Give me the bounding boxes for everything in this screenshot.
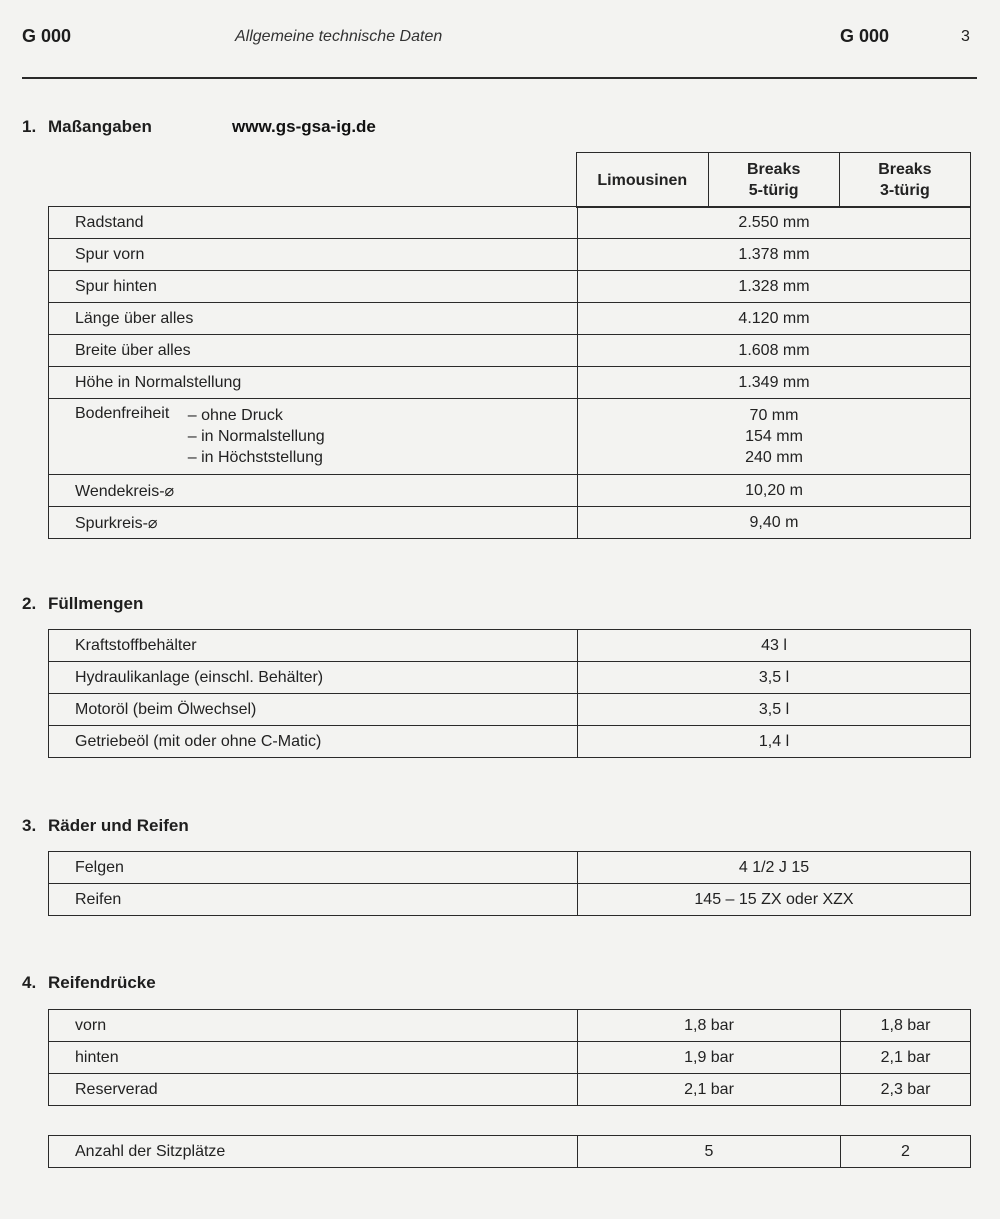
section-1-heading xyxy=(22,117,152,137)
section-2-heading: 2. Füllmengen xyxy=(22,594,144,613)
table-row-ground-clearance xyxy=(49,399,971,475)
dimensions-column-header xyxy=(576,152,971,208)
table-row xyxy=(49,207,971,239)
table-row xyxy=(49,1042,971,1074)
row-label: Anzahl der Sitzplätze xyxy=(49,1136,578,1168)
header-left-code: G 000 xyxy=(22,26,72,46)
page-number: 3 xyxy=(961,28,970,45)
column-breaks-3: Breaks 3-türig xyxy=(839,153,970,208)
row-value: 1.378 mm xyxy=(578,239,971,271)
row-value: 1.349 mm xyxy=(578,367,971,399)
page-title: Allgemeine technische Daten xyxy=(235,28,443,45)
row-value-3door: 1,8 bar xyxy=(841,1010,971,1042)
row-value: 145 – 15 ZX oder XZX xyxy=(578,884,971,916)
row-value-3door: 2,3 bar xyxy=(841,1074,971,1106)
seats-table xyxy=(48,1135,971,1168)
section-4-heading: 4. Reifendrücke xyxy=(22,973,156,992)
table-row xyxy=(49,507,971,539)
row-value-limousine-5door: 2,1 bar xyxy=(578,1074,841,1106)
header-divider xyxy=(22,77,977,79)
row-label: Hydraulikanlage (einschl. Behälter) xyxy=(49,662,578,694)
section-3-heading: 3. Räder und Reifen xyxy=(22,816,189,835)
table-row xyxy=(49,367,971,399)
row-label: Motoröl (beim Ölwechsel) xyxy=(49,694,578,726)
dimensions-table xyxy=(48,206,971,539)
table-row xyxy=(49,726,971,758)
table-row xyxy=(49,662,971,694)
wheels-tyres-table xyxy=(48,851,971,916)
row-value: 4.120 mm xyxy=(578,303,971,335)
ground-clearance-sublabels: – ohne Druck – in Normalstellung – in Höchststellung xyxy=(187,407,325,466)
table-row xyxy=(49,1074,971,1106)
row-value: 10,20 m xyxy=(578,475,971,507)
table-row xyxy=(49,694,971,726)
tyre-pressure-table xyxy=(48,1009,971,1106)
row-label: Spur vorn xyxy=(49,239,578,271)
row-label: Länge über alles xyxy=(49,303,578,335)
website-link[interactable]: www.gs-gsa-ig.de xyxy=(232,117,376,136)
table-row xyxy=(49,1136,971,1168)
section-1-number: 1. xyxy=(22,117,37,136)
row-label: Getriebeöl (mit oder ohne C-Matic) xyxy=(49,726,578,758)
row-label: Wendekreis-⌀ xyxy=(49,475,578,507)
table-row xyxy=(49,884,971,916)
row-label xyxy=(49,399,578,475)
header-right-code: G 000 xyxy=(840,26,890,46)
row-label: Spurkreis-⌀ xyxy=(49,507,578,539)
row-label: Höhe in Normalstellung xyxy=(49,367,578,399)
row-label: Felgen xyxy=(49,852,578,884)
row-value: 1.328 mm xyxy=(578,271,971,303)
row-label: Breite über alles xyxy=(49,335,578,367)
row-value: 9,40 m xyxy=(578,507,971,539)
row-value-limousine-5door: 1,8 bar xyxy=(578,1010,841,1042)
table-row xyxy=(49,630,971,662)
row-value: 3,5 l xyxy=(578,662,971,694)
row-value: 4 1/2 J 15 xyxy=(578,852,971,884)
row-value: 2.550 mm xyxy=(578,207,971,239)
capacities-table xyxy=(48,629,971,758)
column-limousinen: Limousinen xyxy=(577,153,709,208)
row-label: Spur hinten xyxy=(49,271,578,303)
row-value: 1,4 l xyxy=(578,726,971,758)
row-value-limousine-5door: 1,9 bar xyxy=(578,1042,841,1074)
ground-clearance-label: Bodenfreiheit xyxy=(75,405,170,422)
row-label: Radstand xyxy=(49,207,578,239)
row-value: 70 mm 154 mm 240 mm xyxy=(578,399,971,475)
row-label: Reifen xyxy=(49,884,578,916)
row-label: Kraftstoffbehälter xyxy=(49,630,578,662)
table-row xyxy=(49,1010,971,1042)
row-value: 43 l xyxy=(578,630,971,662)
table-row xyxy=(49,303,971,335)
row-value: 1.608 mm xyxy=(578,335,971,367)
table-row xyxy=(49,852,971,884)
row-label: Reserverad xyxy=(49,1074,578,1106)
row-value-limousine-5door: 5 xyxy=(578,1136,841,1168)
row-value: 3,5 l xyxy=(578,694,971,726)
table-row xyxy=(49,271,971,303)
row-value-3door: 2 xyxy=(841,1136,971,1168)
row-label: hinten xyxy=(49,1042,578,1074)
table-row xyxy=(49,335,971,367)
section-1-title: Maßangaben xyxy=(48,117,152,136)
table-row xyxy=(49,239,971,271)
row-label: vorn xyxy=(49,1010,578,1042)
table-row xyxy=(49,475,971,507)
row-value-3door: 2,1 bar xyxy=(841,1042,971,1074)
column-breaks-5: Breaks 5-türig xyxy=(708,153,839,208)
